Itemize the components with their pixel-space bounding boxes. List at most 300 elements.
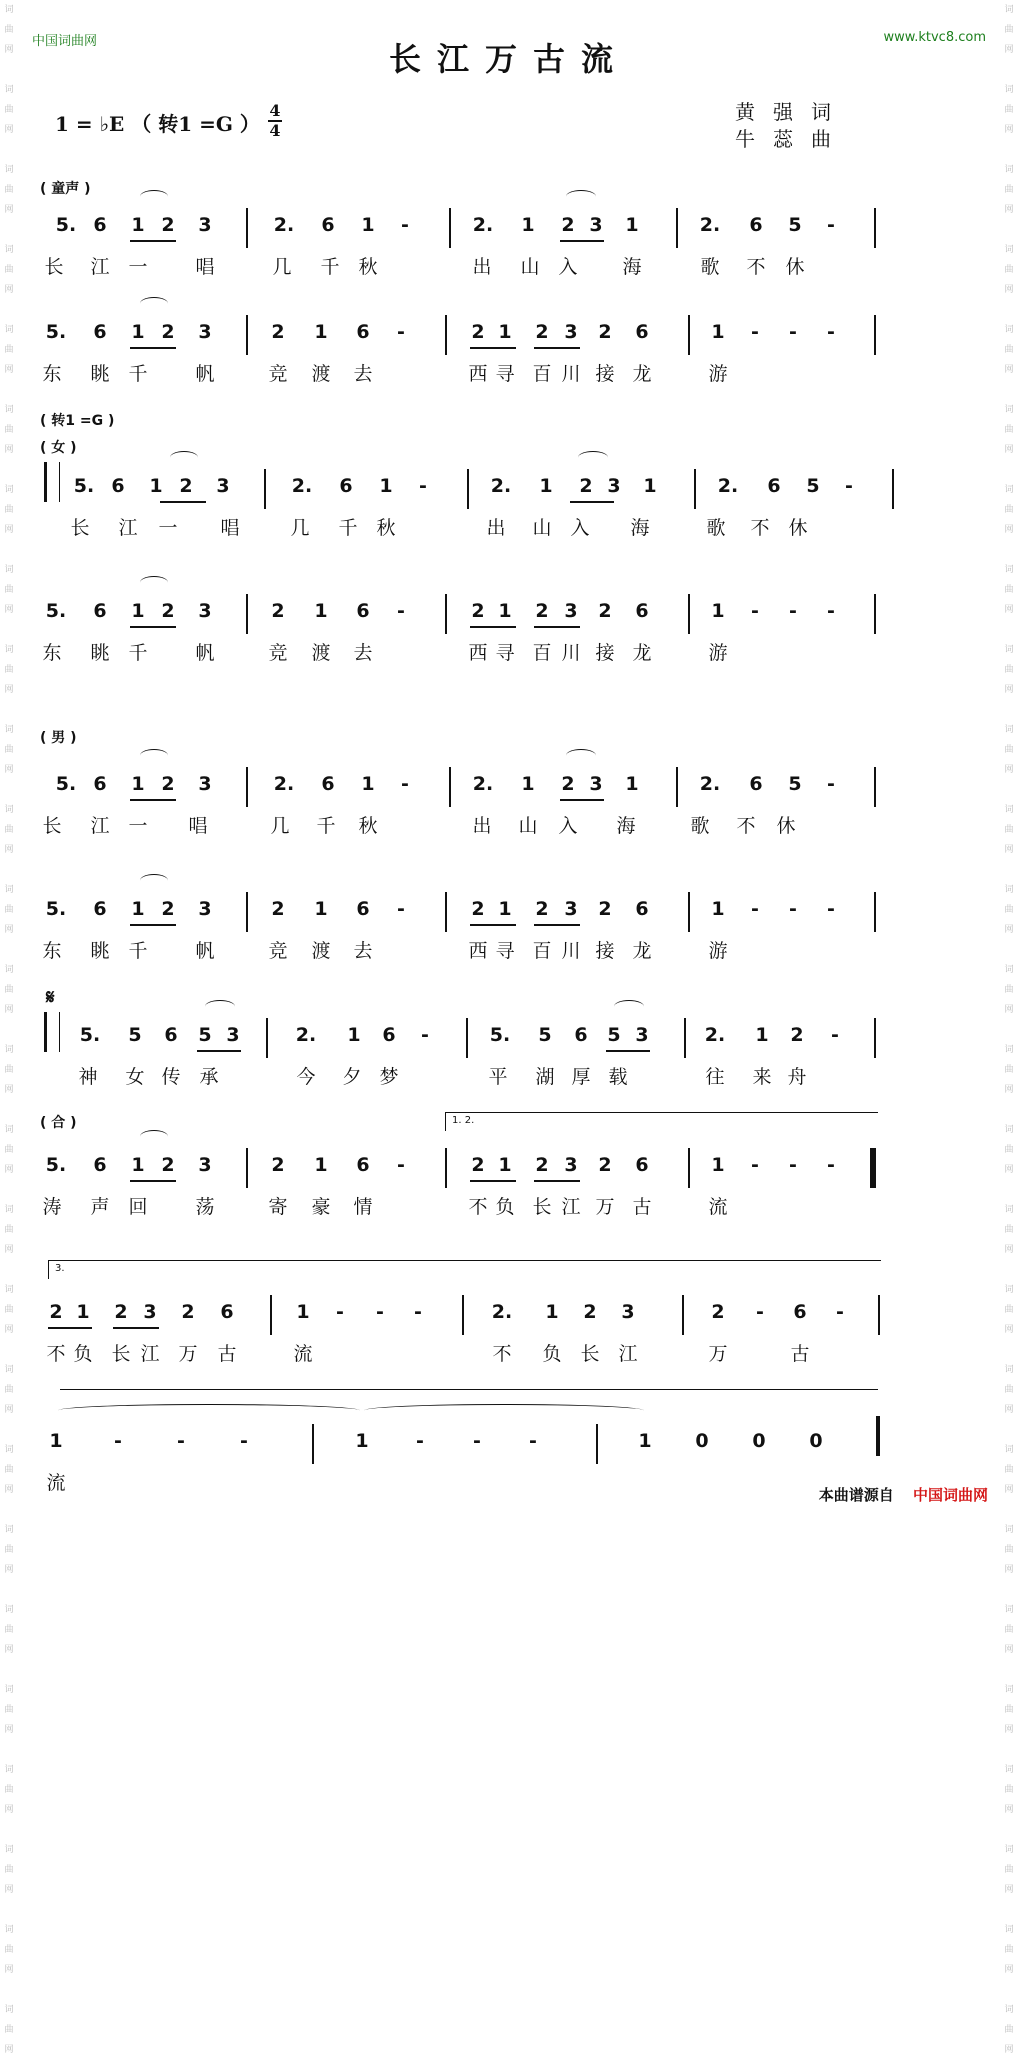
- footer-source-text: 本曲谱源自: [818, 1486, 894, 1504]
- note: 1: [498, 321, 512, 343]
- lyric-char: 渡: [311, 940, 331, 962]
- lyric-char: 百: [532, 363, 552, 385]
- note: 3: [589, 214, 603, 236]
- lyric-char: 秋: [376, 517, 396, 539]
- lyric-char: 休: [776, 815, 796, 837]
- note: 1: [498, 898, 512, 920]
- barline: [445, 892, 447, 932]
- note: -: [789, 321, 797, 343]
- beam: [197, 1050, 241, 1052]
- note: 2: [471, 898, 485, 920]
- note: 1: [539, 475, 553, 497]
- volta-first-ending: 1. 2.: [445, 1112, 878, 1131]
- lyric-char: 龙: [632, 642, 652, 664]
- lyric-char: 千: [316, 815, 336, 837]
- note: 2: [579, 475, 593, 497]
- slur: [140, 749, 168, 762]
- time-signature: [268, 102, 282, 140]
- note: 2: [271, 600, 285, 622]
- lyric-char: 接: [595, 363, 615, 385]
- note: 6: [111, 475, 125, 497]
- note: -: [473, 1430, 481, 1452]
- note: 2: [179, 475, 193, 497]
- note: -: [827, 898, 835, 920]
- barline: [449, 767, 451, 807]
- beam: [534, 924, 580, 926]
- note: 1: [498, 1154, 512, 1176]
- lyric-char: 江: [618, 1343, 638, 1365]
- note: 3: [564, 1154, 578, 1176]
- barline: [684, 1018, 686, 1058]
- lyric-char: 江: [90, 815, 110, 837]
- song-title: 长江万古流: [388, 40, 629, 78]
- barline: [596, 1424, 598, 1464]
- lyric-char: 出: [472, 815, 492, 837]
- volta-third-ending: 3.: [48, 1260, 881, 1279]
- note: -: [397, 898, 405, 920]
- barline: [246, 1148, 248, 1188]
- note: 1: [131, 898, 145, 920]
- note: -: [416, 1430, 424, 1452]
- lyric-char: 长: [42, 815, 62, 837]
- slur: [140, 576, 168, 589]
- lyric-char: 去: [353, 642, 373, 664]
- end-repeat-thick: [870, 1148, 874, 1188]
- lyric-char: 几: [272, 256, 292, 278]
- note: 2: [535, 321, 549, 343]
- note: 2.: [472, 214, 494, 236]
- lyric-char: 东: [42, 940, 62, 962]
- lyric-char: 千: [128, 642, 148, 664]
- beam: [534, 626, 580, 628]
- lyric-char: 一: [128, 256, 148, 278]
- lyric-char: 川: [561, 642, 581, 664]
- site-url-right[interactable]: www.ktvc8.com: [883, 30, 986, 45]
- barline: [688, 594, 690, 634]
- note: -: [421, 1024, 429, 1046]
- note: 1: [347, 1024, 361, 1046]
- lyric-char: 川: [561, 363, 581, 385]
- lyric-char: 长: [111, 1343, 131, 1365]
- lyric-char: 东: [42, 363, 62, 385]
- note: 2: [114, 1301, 128, 1323]
- note: 6: [93, 214, 107, 236]
- note: 1: [379, 475, 393, 497]
- note: 2.: [699, 214, 721, 236]
- barline: [878, 1295, 880, 1335]
- lyric-char: 唱: [195, 256, 215, 278]
- lyric-char: 唱: [188, 815, 208, 837]
- lyric-char: 江: [561, 1196, 581, 1218]
- lyric-char: 江: [118, 517, 138, 539]
- repeat-start-icon: [44, 462, 60, 502]
- note: 1: [314, 321, 328, 343]
- lyric-char: 声: [90, 1196, 110, 1218]
- lyric-char: 游: [708, 363, 728, 385]
- lyric-char: 荡: [195, 1196, 215, 1218]
- lyric-char: 流: [708, 1196, 728, 1218]
- lyric-char: 一: [128, 815, 148, 837]
- note: -: [177, 1430, 185, 1452]
- note: 3: [198, 773, 212, 795]
- note: 1: [131, 1154, 145, 1176]
- key-signature: 1 = ♭E （ 转1 =G ）: [55, 112, 260, 136]
- barline: [445, 594, 447, 634]
- note: 3: [216, 475, 230, 497]
- lyric-char: 休: [785, 256, 805, 278]
- beam: [160, 501, 206, 503]
- lyric-char: 入: [570, 517, 590, 539]
- lyric-char: 回: [128, 1196, 148, 1218]
- note: -: [751, 1154, 759, 1176]
- note: 5.: [79, 1024, 101, 1046]
- lyric-char: 万: [178, 1343, 198, 1365]
- lyric-char: 涛: [42, 1196, 62, 1218]
- note: 5.: [45, 1154, 67, 1176]
- lyric-char: 不: [492, 1343, 512, 1365]
- note: 2: [471, 600, 485, 622]
- note: -: [397, 1154, 405, 1176]
- note: 5: [788, 773, 802, 795]
- note: 2.: [704, 1024, 726, 1046]
- lyric-char: 流: [46, 1472, 66, 1494]
- barline: [312, 1424, 314, 1464]
- note: 1: [521, 214, 535, 236]
- lyric-char: 川: [561, 940, 581, 962]
- lyric-char: 渡: [311, 363, 331, 385]
- note: 2: [561, 214, 575, 236]
- beam: [534, 347, 580, 349]
- label-modulation: ( 转1 =G ): [40, 413, 115, 429]
- lyric-char: 入: [558, 256, 578, 278]
- note: 3: [198, 1154, 212, 1176]
- note: 1: [643, 475, 657, 497]
- barline: [264, 469, 266, 509]
- note: -: [751, 600, 759, 622]
- note: 2.: [295, 1024, 317, 1046]
- note: 6: [635, 321, 649, 343]
- lyric-char: 秋: [358, 815, 378, 837]
- slur: [140, 297, 168, 310]
- lyric-char: 平: [488, 1066, 508, 1088]
- note: -: [397, 321, 405, 343]
- beam: [113, 1327, 159, 1329]
- note: 1: [625, 214, 639, 236]
- beam: [560, 799, 604, 801]
- note: 6: [382, 1024, 396, 1046]
- note: 3: [226, 1024, 240, 1046]
- lyric-char: 帆: [195, 363, 215, 385]
- note: 2: [598, 898, 612, 920]
- lyric-char: 万: [595, 1196, 615, 1218]
- lyric-char: 负: [73, 1343, 93, 1365]
- barline: [694, 469, 696, 509]
- note: 1: [545, 1301, 559, 1323]
- note: 5.: [73, 475, 95, 497]
- note: 6: [574, 1024, 588, 1046]
- note: 5.: [45, 600, 67, 622]
- note: 1: [521, 773, 535, 795]
- lyric-char: 不: [746, 256, 766, 278]
- note: 1: [131, 321, 145, 343]
- lyric-char: 万: [708, 1343, 728, 1365]
- lyric-char: 海: [616, 815, 636, 837]
- composer-credit: 牛蕊曲: [735, 127, 849, 151]
- tie: [364, 1404, 644, 1417]
- lyricist-credit: 黄强词: [735, 100, 849, 124]
- note: 3: [198, 898, 212, 920]
- note: -: [751, 321, 759, 343]
- note: -: [836, 1301, 844, 1323]
- beam: [130, 240, 176, 242]
- note: 1: [711, 898, 725, 920]
- note: 5: [128, 1024, 142, 1046]
- note: -: [419, 475, 427, 497]
- note: 3: [564, 898, 578, 920]
- slur: [566, 190, 596, 203]
- lyric-char: 唱: [220, 517, 240, 539]
- lyric-char: 去: [353, 363, 373, 385]
- footer-brand[interactable]: 中国词曲网: [912, 1486, 988, 1504]
- note: 6: [749, 773, 763, 795]
- final-line-rule: [60, 1389, 878, 1390]
- note: 6: [321, 214, 335, 236]
- note: 1: [638, 1430, 652, 1452]
- note: 2.: [717, 475, 739, 497]
- note: 3: [635, 1024, 649, 1046]
- barline: [688, 315, 690, 355]
- note: 2: [790, 1024, 804, 1046]
- lyric-char: 不: [750, 517, 770, 539]
- note: 3: [198, 600, 212, 622]
- note: 5: [806, 475, 820, 497]
- lyric-char: 出: [472, 256, 492, 278]
- note: 2: [471, 1154, 485, 1176]
- note: 2: [561, 773, 575, 795]
- note: 3: [564, 600, 578, 622]
- lyric-char: 江: [90, 256, 110, 278]
- note: 0: [752, 1430, 766, 1452]
- note: 6: [164, 1024, 178, 1046]
- lyric-char: 神: [78, 1066, 98, 1088]
- lyric-char: 江: [140, 1343, 160, 1365]
- lyric-char: 古: [217, 1343, 237, 1365]
- lyric-char: 海: [630, 517, 650, 539]
- lyric-char: 千: [338, 517, 358, 539]
- segno-icon: 𝄋: [46, 985, 55, 1009]
- note: 6: [356, 321, 370, 343]
- barline: [874, 594, 876, 634]
- lyric-char: 寻: [495, 363, 515, 385]
- lyric-char: 负: [542, 1343, 562, 1365]
- note: 6: [356, 898, 370, 920]
- note: -: [751, 898, 759, 920]
- lyric-char: 出: [486, 517, 506, 539]
- note: -: [827, 600, 835, 622]
- note: 2: [598, 321, 612, 343]
- lyric-char: 载: [608, 1066, 628, 1088]
- lyric-char: 龙: [632, 363, 652, 385]
- note: -: [414, 1301, 422, 1323]
- note: 1: [149, 475, 163, 497]
- note: 5.: [45, 898, 67, 920]
- note: 5: [198, 1024, 212, 1046]
- lyric-char: 寻: [495, 642, 515, 664]
- lyric-char: 歌: [690, 815, 710, 837]
- meter-top: 4: [269, 101, 281, 120]
- note: 2: [535, 600, 549, 622]
- note: -: [827, 773, 835, 795]
- note: 0: [695, 1430, 709, 1452]
- note: 2: [271, 1154, 285, 1176]
- note: -: [397, 600, 405, 622]
- note: 1: [361, 214, 375, 236]
- slur: [614, 1000, 644, 1013]
- note: 6: [93, 600, 107, 622]
- lyric-char: 西: [468, 363, 488, 385]
- lyric-char: 帆: [195, 940, 215, 962]
- lyric-char: 渡: [311, 642, 331, 664]
- note: 1: [131, 214, 145, 236]
- note: 6: [356, 1154, 370, 1176]
- note: 1: [76, 1301, 90, 1323]
- barline: [874, 892, 876, 932]
- note: 1: [625, 773, 639, 795]
- barline: [676, 767, 678, 807]
- note: 6: [793, 1301, 807, 1323]
- lyric-char: 眺: [90, 642, 110, 664]
- note: 1: [361, 773, 375, 795]
- site-name-left[interactable]: 中国词曲网: [32, 34, 98, 49]
- lyric-char: 几: [270, 815, 290, 837]
- note: -: [114, 1430, 122, 1452]
- barline: [445, 1148, 447, 1188]
- note: 2: [161, 1154, 175, 1176]
- note: 1: [296, 1301, 310, 1323]
- barline: [874, 1018, 876, 1058]
- lyric-char: 往: [705, 1066, 725, 1088]
- note: 6: [93, 773, 107, 795]
- slur: [578, 451, 608, 464]
- lyric-char: 竞: [268, 642, 288, 664]
- note: 3: [198, 321, 212, 343]
- slur: [566, 749, 596, 762]
- note: 2: [598, 600, 612, 622]
- lyric-char: 一: [158, 517, 178, 539]
- note: 1: [314, 1154, 328, 1176]
- note: 2.: [491, 1301, 513, 1323]
- lyric-char: 百: [532, 940, 552, 962]
- note: 5.: [489, 1024, 511, 1046]
- note: 3: [198, 214, 212, 236]
- note: 5: [538, 1024, 552, 1046]
- beam: [130, 347, 176, 349]
- note: 3: [607, 475, 621, 497]
- barline: [874, 767, 876, 807]
- slur: [205, 1000, 235, 1013]
- note: 2: [271, 321, 285, 343]
- barline: [682, 1295, 684, 1335]
- note: -: [789, 1154, 797, 1176]
- note: 6: [93, 1154, 107, 1176]
- barline: [246, 208, 248, 248]
- lyric-char: 几: [290, 517, 310, 539]
- lyric-char: 歌: [700, 256, 720, 278]
- lyric-char: 接: [595, 642, 615, 664]
- label-female: ( 女 ): [40, 440, 77, 456]
- note: 1: [755, 1024, 769, 1046]
- lyric-char: 长: [580, 1343, 600, 1365]
- beam: [130, 1180, 176, 1182]
- note: 5: [607, 1024, 621, 1046]
- lyric-char: 寄: [268, 1196, 288, 1218]
- note: 1: [314, 600, 328, 622]
- lyric-char: 百: [532, 642, 552, 664]
- slur: [140, 190, 168, 203]
- note: 2: [271, 898, 285, 920]
- note: 2: [598, 1154, 612, 1176]
- barline: [449, 208, 451, 248]
- note: 3: [143, 1301, 157, 1323]
- lyric-char: 长: [532, 1196, 552, 1218]
- label-male: ( 男 ): [40, 730, 77, 746]
- barline: [676, 208, 678, 248]
- lyric-char: 情: [353, 1196, 373, 1218]
- lyric-char: 游: [708, 642, 728, 664]
- lyric-char: 眺: [90, 940, 110, 962]
- lyric-char: 竞: [268, 363, 288, 385]
- lyric-char: 负: [495, 1196, 515, 1218]
- barline: [892, 469, 894, 509]
- lyric-char: 秋: [358, 256, 378, 278]
- footer-source: [819, 1484, 988, 1505]
- note: 3: [589, 773, 603, 795]
- lyric-char: 歌: [706, 517, 726, 539]
- lyric-char: 梦: [379, 1066, 399, 1088]
- beam: [470, 924, 516, 926]
- lyric-char: 不: [736, 815, 756, 837]
- lyric-char: 厚: [571, 1066, 591, 1088]
- note: 2: [161, 600, 175, 622]
- lyric-char: 千: [320, 256, 340, 278]
- note: 2: [49, 1301, 63, 1323]
- note: 2.: [472, 773, 494, 795]
- note: 5.: [45, 321, 67, 343]
- watermark-right: 词 曲 网 词 曲 网 词 曲 网 词 曲 网 词 曲 网 词 曲 网 词 曲 网 词 曲 网 词 曲 网 词 曲 网 词 曲 网 词 曲 网 词 曲 网 词 曲 网 词 曲 网 词 曲 网 词 曲 网 词 曲 网 词 曲 网 词 曲 网 词 曲 网 词 曲 网 词 曲 网 词 曲 网 词 曲 网 词 曲 网: [1004, 5, 1014, 2055]
- note: 6: [93, 321, 107, 343]
- note: -: [756, 1301, 764, 1323]
- note: 6: [635, 1154, 649, 1176]
- lyric-char: 长: [44, 256, 64, 278]
- note: 2.: [291, 475, 313, 497]
- note: -: [827, 214, 835, 236]
- note: 2: [471, 321, 485, 343]
- lyric-char: 帆: [195, 642, 215, 664]
- lyric-char: 古: [790, 1343, 810, 1365]
- note: 5.: [55, 214, 77, 236]
- note: 1: [131, 600, 145, 622]
- lyric-char: 龙: [632, 940, 652, 962]
- note: 2: [535, 1154, 549, 1176]
- beam: [606, 1050, 650, 1052]
- beam: [130, 626, 176, 628]
- note: 1: [49, 1430, 63, 1452]
- lyric-char: 不: [46, 1343, 66, 1365]
- note: 1: [711, 321, 725, 343]
- lyric-char: 流: [293, 1343, 313, 1365]
- barline: [874, 208, 876, 248]
- barline: [445, 315, 447, 355]
